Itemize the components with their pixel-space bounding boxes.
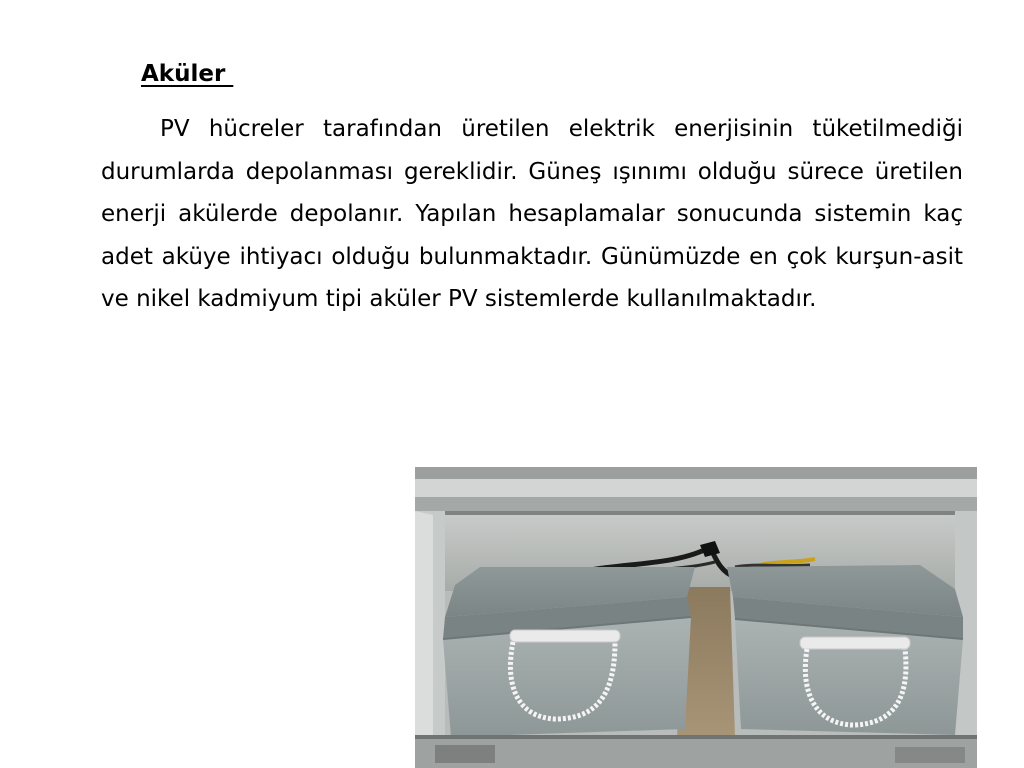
slide-title: Aküler — [141, 61, 234, 87]
battery-cabinet-photo — [415, 467, 977, 768]
body-paragraph: PV hücreler tarafından üretilen elektrik enerjisinin tüketilmediği durumlarda depolanması gereklidir. Güneş ışınımı olduğu sürece üretilen enerji akülerde depolanır. Yapılan hesaplamalar sonucunda sistemin kaç adet aküye ihtiyacı olduğu bulunmaktadır. Günümüzde en çok kurşun-asit ve nikel kadmiyum tipi aküler PV sistemlerde kullanılmaktadır. — [101, 116, 963, 312]
